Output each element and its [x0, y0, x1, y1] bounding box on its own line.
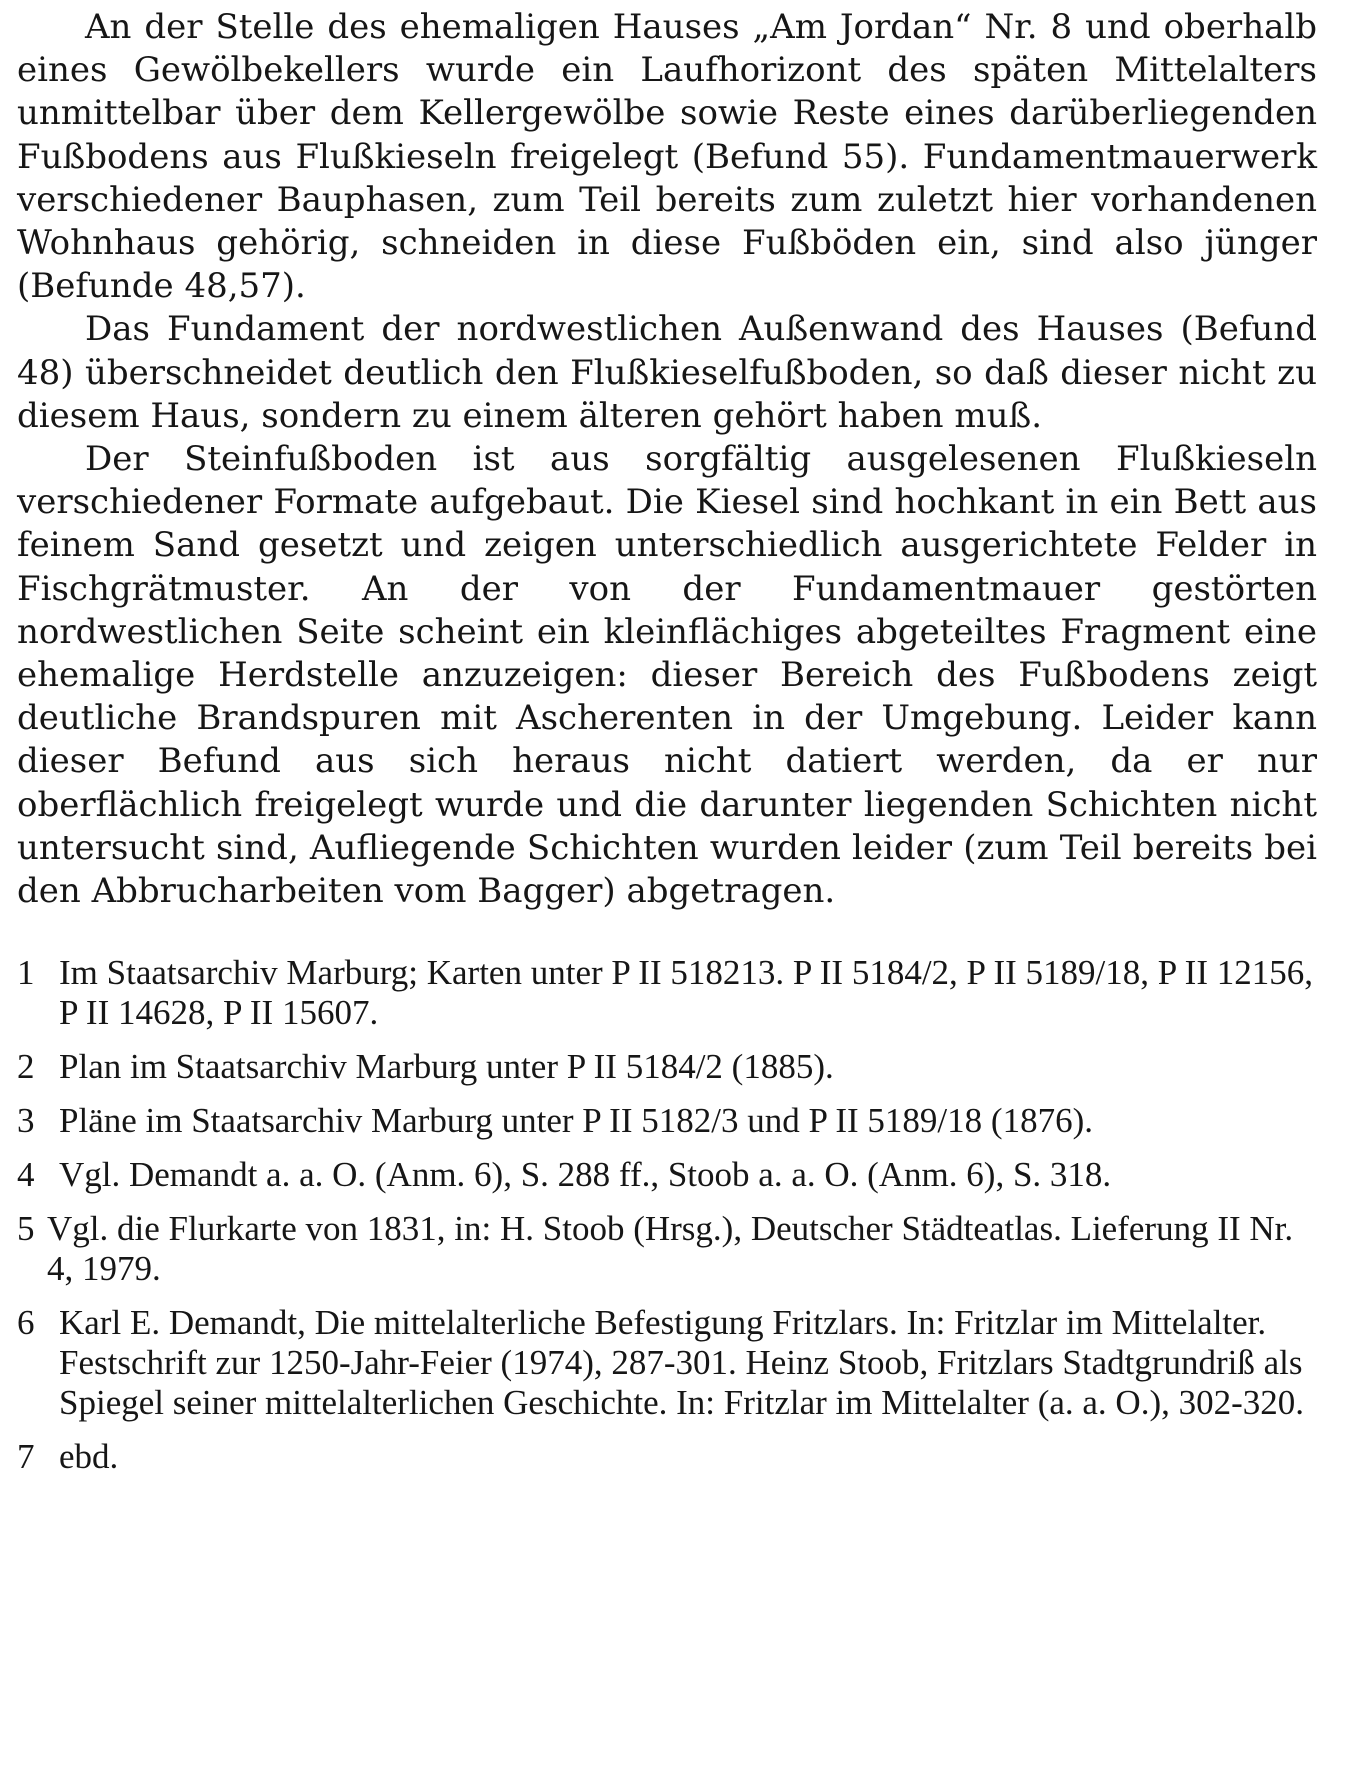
- footnote-7: [17, 1437, 1317, 1477]
- paragraph-3: Der Steinfußboden ist aus sorgfältig ausgelesenen Flußkieseln verschiedener Formate aufgebaut. Die Kiesel sind hochkant in ein Bett aus feinem Sand gesetzt und zeigen unterschiedlich ausgerichtete Felder in Fischgrätmuster. An der von der Fundamentmauer gestörten nordwestlichen Seite scheint ein kleinflächiges abgeteiltes Fragment eine ehemalige Herdstelle anzuzeigen: dieser Bereich des Fußbodens zeigt deutliche Brandspuren mit Ascherenten in der Umgebung. Leider kann dieser Befund aus sich heraus nicht datiert werden, da er nur oberflächlich freigelegt wurde und die darunter liegenden Schichten nicht untersucht sind, Aufliegende Schichten wurden leider (zum Teil bereits bei den Abbrucharbeiten vom Bagger) abgetragen.: [17, 439, 1317, 912]
- footnote-6: [17, 1303, 1317, 1423]
- body-text: [17, 6, 1317, 913]
- footnote-number: 2: [17, 1047, 35, 1087]
- footnote-4: [17, 1155, 1317, 1195]
- footnotes: [17, 953, 1317, 1477]
- footnote-text: ebd.: [59, 1437, 119, 1477]
- footnote-number: 7: [17, 1437, 35, 1477]
- footnote-text: Plan im Staatsarchiv Marburg unter P II 5184/2 (1885).: [59, 1047, 834, 1087]
- document-page: [17, 6, 1317, 1491]
- footnote-1: [17, 953, 1317, 1033]
- footnote-text: Vgl. Demandt a. a. O. (Anm. 6), S. 288 ff., Stoob a. a. O. (Anm. 6), S. 318.: [59, 1155, 1112, 1195]
- paragraph-2: Das Fundament der nordwestlichen Außenwand des Hauses (Befund 48) überschneidet deutlich den Flußkieselfußboden, so daß dieser nicht zu diesem Haus, sondern zu einem älteren gehört haben muß.: [17, 309, 1317, 436]
- footnote-5: [17, 1209, 1317, 1289]
- footnote-text: Pläne im Staatsarchiv Marburg unter P II 5182/3 und P II 5189/18 (1876).: [59, 1101, 1093, 1141]
- footnote-2: [17, 1047, 1317, 1087]
- footnote-text: Vgl. die Flurkarte von 1831, in: H. Stoob (Hrsg.), Deutscher Städteatlas. Lieferung II Nr. 4, 1979.: [47, 1209, 1294, 1289]
- paragraph-1: An der Stelle des ehemaligen Hauses „Am Jordan“ Nr. 8 und oberhalb eines Gewölbekellers wurde ein Laufhorizont des späten Mittelalters unmittelbar über dem Kellergewölbe sowie Reste eines darüberliegenden Fußbodens aus Flußkieseln freigelegt (Befund 55). Fundamentmauerwerk verschiedener Bauphasen, zum Teil bereits zum zuletzt hier vorhandenen Wohnhaus gehörig, schneiden in diese Fußböden ein, sind also jünger (Befunde 48,57).: [17, 7, 1317, 307]
- footnote-text: Karl E. Demandt, Die mittelalterliche Befestigung Fritzlars. In: Fritzlar im Mittelalter. Festschrift zur 1250-Jahr-Feier (1974), 287-301. Heinz Stoob, Fritzlars Stadtgrundriß als Spiegel seiner mittelalterlichen Geschichte. In: Fritzlar im Mittelalter (a. a. O.), 302-320.: [59, 1303, 1305, 1423]
- footnote-text: Im Staatsarchiv Marburg; Karten unter P II 518213. P II 5184/2, P II 5189/18, P II 12156, P II 14628, P II 15607.: [59, 953, 1313, 1033]
- footnote-number: 6: [17, 1303, 35, 1343]
- footnote-number: 5: [17, 1209, 35, 1249]
- footnote-3: [17, 1101, 1317, 1141]
- footnote-number: 3: [17, 1101, 35, 1141]
- footnote-number: 1: [17, 953, 35, 993]
- footnote-number: 4: [17, 1155, 35, 1195]
